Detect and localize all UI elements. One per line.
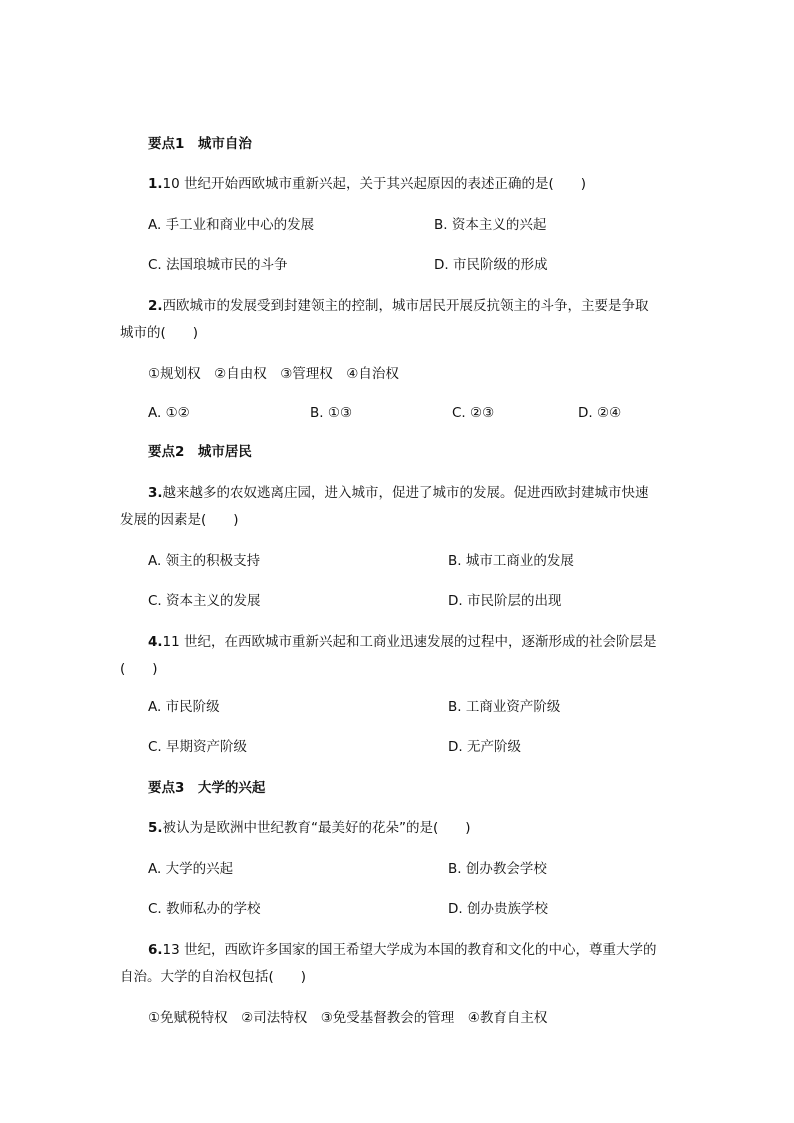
section-heading-1: 要点1 城市自治 xyxy=(148,136,252,152)
option-3b: B. 城市工商业的发展 xyxy=(448,553,574,569)
question-6 xyxy=(148,941,657,959)
option-4d: D. 无产阶级 xyxy=(448,739,521,755)
option-5d: D. 创办贵族学校 xyxy=(448,901,548,917)
question-text: 越来越多的农奴逃离庄园，进入城市，促进了城市的发展。促进西欧封建城市快速 xyxy=(162,485,649,501)
question-3-continued: 发展的因素是( ) xyxy=(120,512,239,528)
question-text: 被认为是欧洲中世纪教育“最美好的花朵”的是( ) xyxy=(162,820,471,836)
option-1d: D. 市民阶级的形成 xyxy=(434,257,548,273)
question-number: 1. xyxy=(148,176,163,192)
option-2a: A. ①② xyxy=(148,405,190,421)
question-number: 4. xyxy=(148,634,163,650)
question-1 xyxy=(148,175,586,193)
question-2 xyxy=(148,297,649,315)
question-text: 11 世纪，在西欧城市重新兴起和工商业迅速发展的过程中，逐渐形成的社会阶层是 xyxy=(162,634,657,650)
question-4 xyxy=(148,633,657,651)
option-1b: B. 资本主义的兴起 xyxy=(434,217,547,233)
question-6-items: ①免赋税特权 ②司法特权 ③免受基督教会的管理 ④教育自主权 xyxy=(148,1010,548,1026)
option-5c: C. 教师私办的学校 xyxy=(148,901,261,917)
option-4c: C. 早期资产阶级 xyxy=(148,739,248,755)
option-3d: D. 市民阶层的出现 xyxy=(448,593,562,609)
question-5 xyxy=(148,819,471,837)
question-3 xyxy=(148,484,649,502)
question-6-continued: 自治。大学的自治权包括( ) xyxy=(120,969,307,985)
option-3c: C. 资本主义的发展 xyxy=(148,593,261,609)
option-2d: D. ②④ xyxy=(578,405,622,421)
question-text: 13 世纪，西欧许多国家的国王希望大学成为本国的教育和文化的中心，尊重大学的 xyxy=(162,942,657,958)
question-4-continued: ( ) xyxy=(120,661,158,677)
option-3a: A. 领主的积极支持 xyxy=(148,553,261,569)
option-1c: C. 法国琅城市民的斗争 xyxy=(148,257,288,273)
question-number: 6. xyxy=(148,942,163,958)
question-2-items: ①规划权 ②自由权 ③管理权 ④自治权 xyxy=(148,366,399,382)
question-number: 2. xyxy=(148,298,163,314)
question-number: 3. xyxy=(148,485,163,501)
option-4b: B. 工商业资产阶级 xyxy=(448,699,561,715)
option-5b: B. 创办教会学校 xyxy=(448,861,547,877)
option-4a: A. 市民阶级 xyxy=(148,699,220,715)
option-2b: B. ①③ xyxy=(310,405,353,421)
question-2-continued: 城市的( ) xyxy=(120,325,199,341)
option-5a: A. 大学的兴起 xyxy=(148,861,234,877)
question-text: 西欧城市的发展受到封建领主的控制，城市居民开展反抗领主的斗争，主要是争取 xyxy=(162,298,649,314)
question-text: 10 世纪开始西欧城市重新兴起，关于其兴起原因的表述正确的是( ) xyxy=(162,176,587,192)
option-2c: C. ②③ xyxy=(452,405,495,421)
section-heading-3: 要点3 大学的兴起 xyxy=(148,780,266,796)
section-heading-2: 要点2 城市居民 xyxy=(148,444,252,460)
question-number: 5. xyxy=(148,820,163,836)
option-1a: A. 手工业和商业中心的发展 xyxy=(148,217,315,233)
